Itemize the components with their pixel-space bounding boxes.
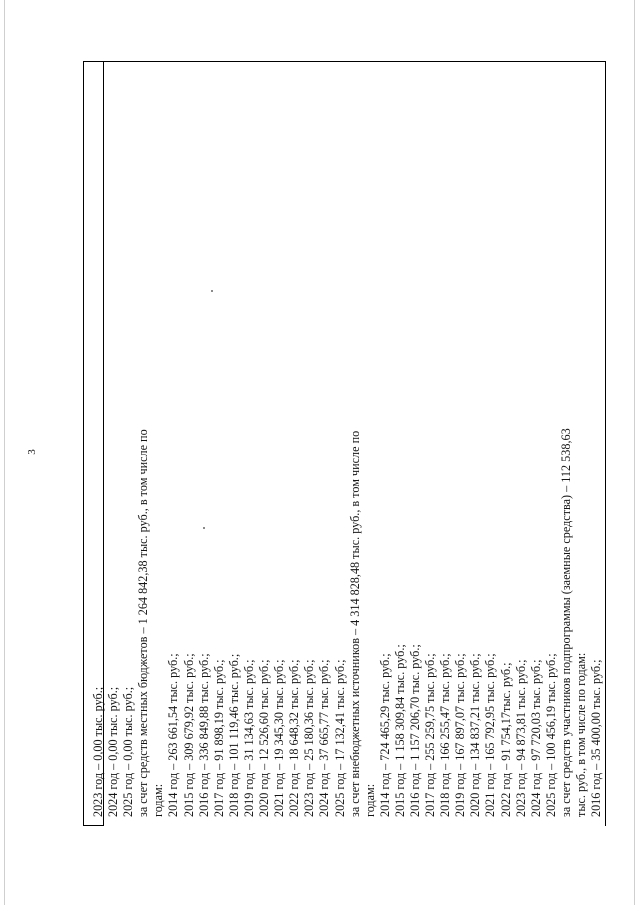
text-line: 2014 год – 263 661,54 тыс. руб.; xyxy=(166,653,181,817)
text-line: 2024 год – 0,00 тыс. руб.; xyxy=(106,686,121,817)
text-line: 2025 год – 100 456,19 тыс. руб.; xyxy=(543,653,558,817)
table-border-left xyxy=(83,62,84,826)
text-line: 2019 год – 31 134,63 тыс. руб.; xyxy=(241,659,256,817)
text-line: 2020 год – 12 526,60 тыс. руб.; xyxy=(257,659,272,817)
text-line: 2025 год – 0,00 тыс. руб.; xyxy=(121,686,136,817)
text-line: 2024 год – 97 720,03 тыс. руб.; xyxy=(528,659,543,817)
text-line: годам: xyxy=(151,783,166,817)
text-line: 2016 год – 35 400,00 тыс. руб.; xyxy=(589,659,604,817)
text-line: тыс. руб., в том числе по годам: xyxy=(574,652,588,817)
text-line: 2016 год – 336 849,88 тыс. руб.; xyxy=(196,653,211,817)
text-line: 2021 год – 165 792,95 тыс. руб.; xyxy=(483,653,498,817)
text-line: 2023 год – 0,00 тыс. руб.; xyxy=(91,686,105,817)
funding-text-cell xyxy=(91,65,604,817)
text-line: 2018 год – 101 119,46 тыс. руб.; xyxy=(226,653,241,817)
scan-speck xyxy=(203,527,205,529)
text-line: 2023 год – 25 180,36 тыс. руб.; xyxy=(302,659,317,817)
text-line: 2021 год – 19 345,30 тыс. руб.; xyxy=(272,659,287,817)
scan-edge-left xyxy=(4,0,5,905)
text-line: за счет средств участников подпрограммы (заемные средства) – 112 538,63 xyxy=(558,428,573,817)
page-number: 3 xyxy=(25,449,38,455)
text-line: 2017 год – 91 898,19 тыс. руб.; xyxy=(211,659,226,817)
text-line: за счет внебюджетных источников – 4 314 828,48 тыс. руб., в том числе по xyxy=(347,430,362,817)
text-line: 2024 год – 37 665,77 тыс. руб.; xyxy=(317,659,332,817)
text-line: 2014 год – 724 465,29 тыс. руб.; xyxy=(377,653,392,817)
text-line: 2016 год – 1 157 206,70 тыс. руб.; xyxy=(407,644,422,817)
text-line: 2015 год – 309 679,92 тыс. руб.; xyxy=(181,653,196,817)
text-line: 2022 год – 18 648,32 тыс. руб.; xyxy=(287,659,302,817)
text-line: 2025 год – 17 132,41 тыс. руб.; xyxy=(332,659,347,817)
text-line: 2018 год – 166 255,47 тыс. руб.; xyxy=(438,653,453,817)
table-row-divider xyxy=(83,825,104,826)
scan-speck xyxy=(211,290,213,292)
scan-edge-right xyxy=(634,0,635,905)
text-line: 2020 год – 134 837,21 тыс. руб.; xyxy=(468,653,483,817)
text-line: 2019 год – 167 897,07 тыс. руб.; xyxy=(453,653,468,817)
text-line: 2015 год – 1 158 309,84 тыс. руб.; xyxy=(392,644,407,817)
text-line: 2017 год – 255 259,75 тыс. руб.; xyxy=(423,653,438,817)
text-line: 2022 год – 91 754,17тыс. руб.; xyxy=(498,662,513,817)
text-line: за счет средств местных бюджетов – 1 264 842,38 тыс. руб., в том числе по xyxy=(136,429,151,817)
text-line: 2023 год – 94 873,81 тыс. руб.; xyxy=(513,659,528,817)
text-line: годам: xyxy=(362,783,377,817)
